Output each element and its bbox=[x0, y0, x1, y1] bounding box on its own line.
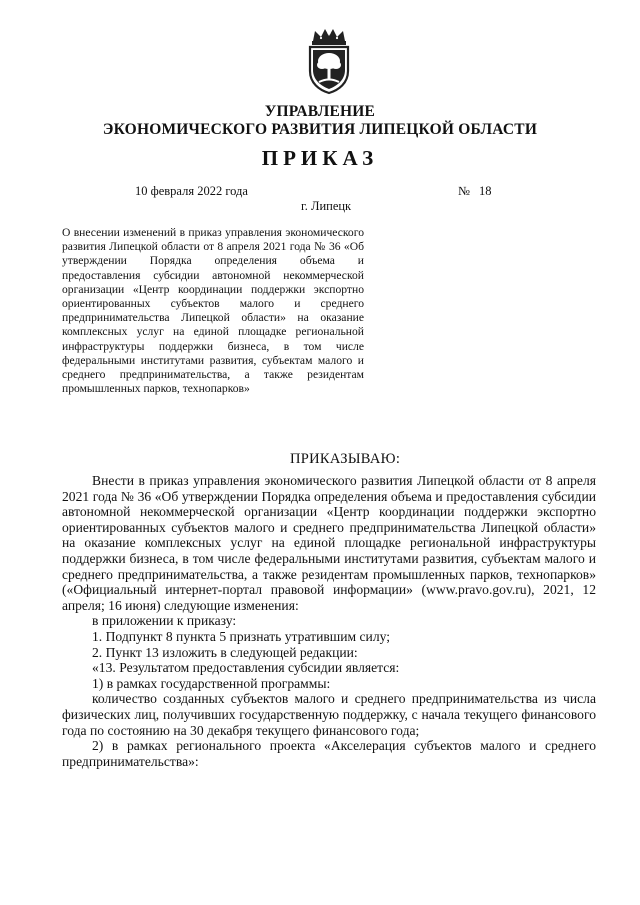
document-city: г. Липецк bbox=[301, 199, 352, 213]
body-paragraph: «13. Результатом предоставления субсидии является: bbox=[92, 660, 400, 676]
body-paragraph: 2) в рамках регионального проекта «Акселерация субъектов малого и среднего предпринимательства»: bbox=[62, 738, 596, 769]
document-body bbox=[62, 473, 596, 769]
organization-name-line1: УПРАВЛЕНИЕ bbox=[264, 103, 376, 120]
document-date: 10 февраля 2022 года bbox=[135, 184, 248, 198]
body-paragraph: 1. Подпункт 8 пункта 5 признать утратившим силу; bbox=[92, 628, 390, 644]
coat-of-arms-icon bbox=[301, 27, 357, 95]
document-subject: О внесении изменений в приказ управления экономического развития Липецкой области от 8 апреля 2021 года № 36 «Об утверждении Порядка определения объема и предоставления субсидии автономной некоммерческой организации «Центр координации поддержки экспортно ориентированных субъектов малого и среднего предпринимательства Липецкой области» на оказание комплексных услуг на единой площадке региональной инфраструктуры поддержки бизнеса, в том числе федеральными институтами развития, субъектам малого и среднего предпринимательства, а также резидентам промышленных парков, технопарков» bbox=[62, 226, 364, 396]
document-type-title: ПРИКАЗ bbox=[261, 146, 379, 170]
body-paragraph: 2. Пункт 13 изложить в следующей редакции: bbox=[92, 644, 358, 660]
order-heading: ПРИКАЗЫВАЮ: bbox=[290, 451, 401, 467]
organization-name-line2: ЭКОНОМИЧЕСКОГО РАЗВИТИЯ ЛИПЕЦКОЙ ОБЛАСТИ bbox=[102, 121, 538, 138]
body-paragraph: 1) в рамках государственной программы: bbox=[92, 675, 331, 691]
body-paragraph: в приложении к приказу: bbox=[92, 613, 237, 629]
body-paragraph: Внести в приказ управления экономического развития Липецкой области от 8 апреля 2021 года № 36 «Об утверждении Порядка определения объема и предоставления субсидии автономной некоммерческой организации «Центр координации поддержки экспортно ориентированных субъектов малого и среднего предпринимательства Липецкой области» на оказание комплексных услуг на единой площадке региональной инфраструктуры поддержки бизнеса, в том числе федеральными институтами развития, субъектам малого и среднего предпринимательства, а также резидентам промышленных парков, технопарков» («Официальный интернет-портал правовой информации» (www.pravo.gov.ru), 2021, 12 апреля; 16 июня) следующие изменения: bbox=[62, 473, 596, 613]
document-number: № 18 bbox=[458, 184, 492, 198]
body-paragraph: количество созданных субъектов малого и среднего предпринимательства из числа физических лиц, получивших государственную поддержку, с начала текущего финансового года по состоянию на 30 декабря текущего финансового года; bbox=[62, 691, 596, 738]
